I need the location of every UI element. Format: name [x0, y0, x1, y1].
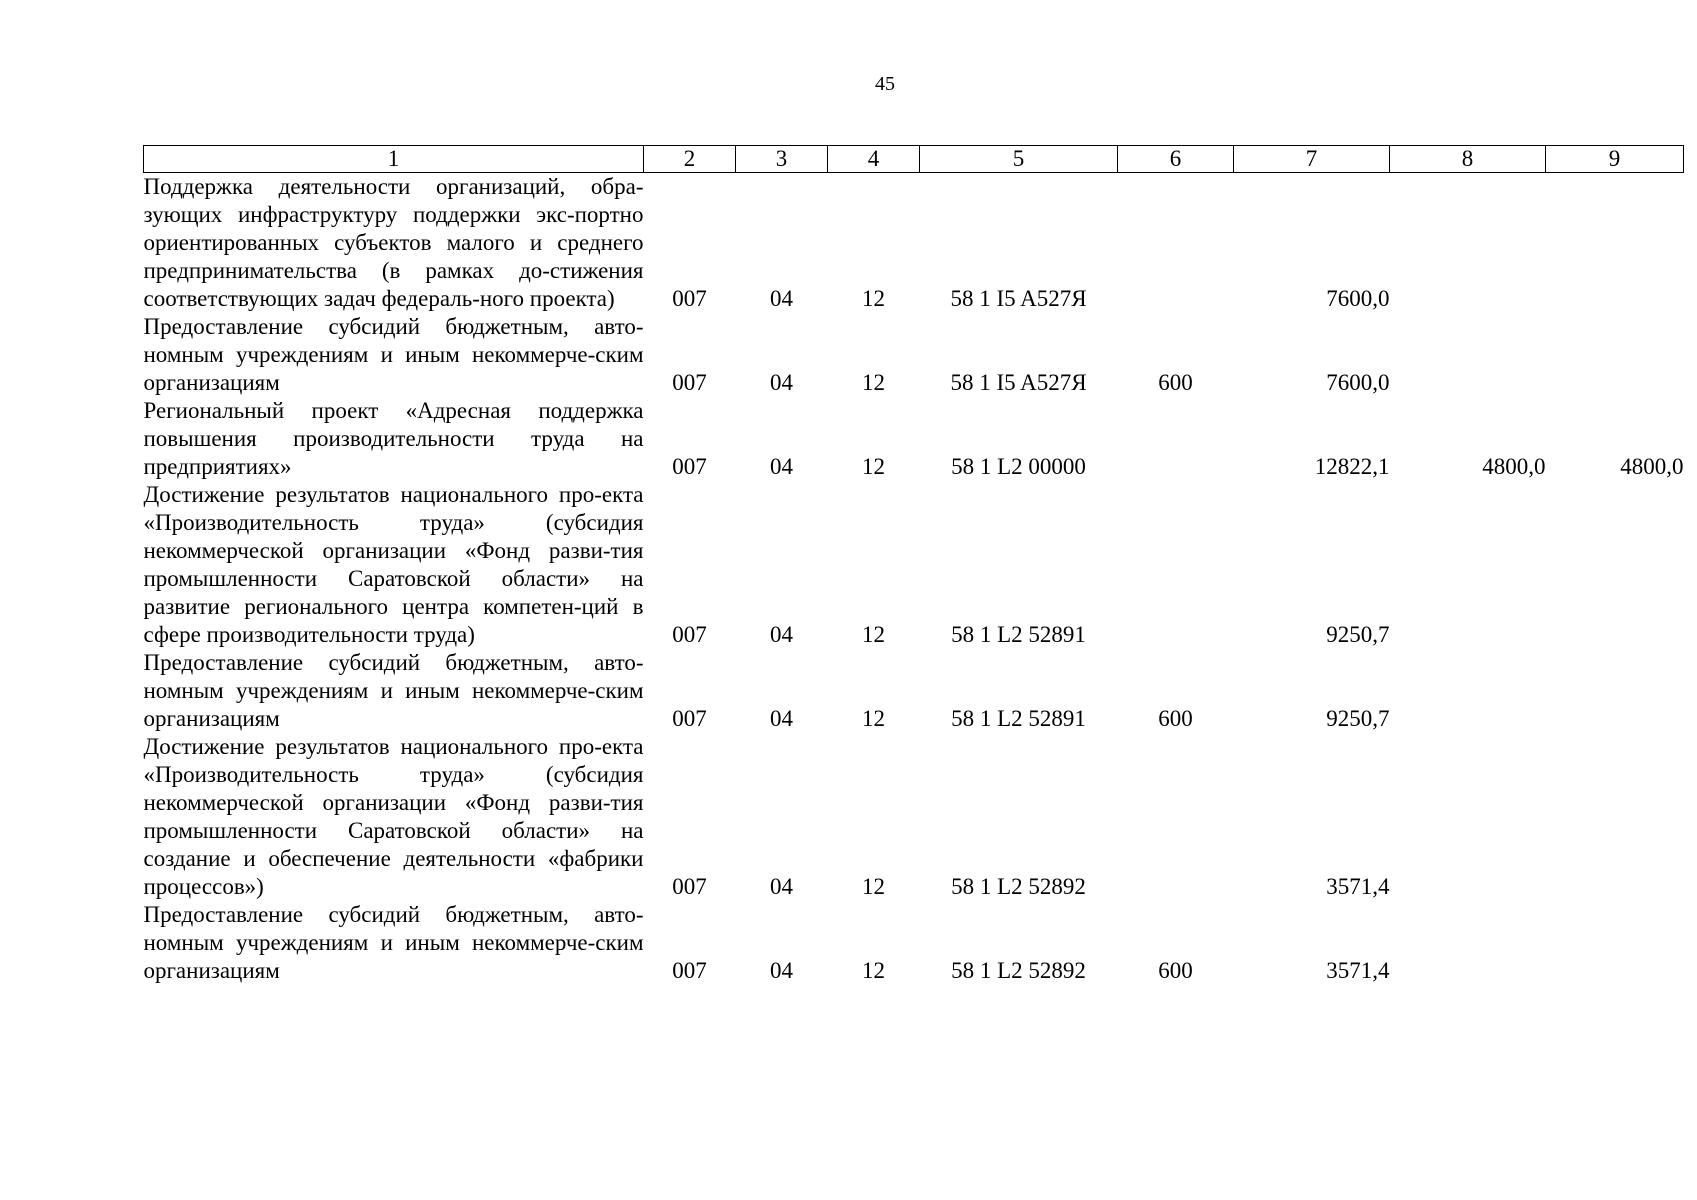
- subsection-code: 12: [862, 874, 885, 899]
- subsection-code: 12: [862, 286, 885, 311]
- column-header: 7: [1234, 146, 1390, 173]
- section-code: 04: [770, 454, 793, 479]
- amount-col8: [1390, 733, 1546, 901]
- ministry-code: 007: [672, 706, 707, 731]
- subsection-code: 12: [862, 706, 885, 731]
- section-code: 04: [770, 958, 793, 983]
- expense-type-code: [1118, 481, 1234, 649]
- row-name: Предоставление субсидий бюджетным, авто-номным учреждениям и иным некоммерче-ским организациям: [143, 902, 644, 983]
- ministry-code: 007: [672, 874, 707, 899]
- column-header: 4: [828, 146, 920, 173]
- row-name: Достижение результатов национального про-екта «Производительность труда» (субсидия некоммерческой организации «Фонд разви-тия промышленности Саратовской области» на развитие регионального центра компетен-ций в сфере производительности труда): [143, 482, 644, 647]
- section-code: 04: [770, 706, 793, 731]
- table-row: [144, 901, 1684, 985]
- amount-col7: 7600,0: [1326, 370, 1390, 395]
- amount-col9: [1546, 901, 1684, 985]
- amount-col8: 4800,0: [1482, 454, 1546, 479]
- amount-col8: [1390, 649, 1546, 733]
- column-header: 5: [920, 146, 1118, 173]
- target-article-code: 58 1 L2 52892: [951, 958, 1086, 983]
- column-header: 1: [144, 146, 644, 173]
- target-article-code: 58 1 I5 A527Я: [950, 370, 1087, 395]
- amount-col8: [1390, 481, 1546, 649]
- table-row: [144, 733, 1684, 901]
- row-name: Предоставление субсидий бюджетным, авто-номным учреждениям и иным некоммерче-ским организациям: [143, 650, 644, 731]
- column-header: 8: [1390, 146, 1546, 173]
- section-code: 04: [770, 874, 793, 899]
- target-article-code: 58 1 I5 A527Я: [950, 286, 1087, 311]
- target-article-code: 58 1 L2 00000: [951, 454, 1086, 479]
- section-code: 04: [770, 370, 793, 395]
- table-row: [144, 397, 1684, 481]
- expense-type-code: [1118, 397, 1234, 481]
- amount-col7: 3571,4: [1326, 958, 1390, 983]
- amount-col7: 9250,7: [1326, 622, 1390, 647]
- expense-type-code: 600: [1158, 370, 1193, 395]
- amount-col9: [1546, 313, 1684, 397]
- table-row: [144, 173, 1684, 314]
- table-row: [144, 649, 1684, 733]
- target-article-code: 58 1 L2 52891: [951, 622, 1086, 647]
- ministry-code: 007: [672, 622, 707, 647]
- expense-type-code: 600: [1158, 706, 1193, 731]
- target-article-code: 58 1 L2 52891: [951, 706, 1086, 731]
- expense-type-code: 600: [1158, 958, 1193, 983]
- target-article-code: 58 1 L2 52892: [951, 874, 1086, 899]
- amount-col7: 3571,4: [1326, 874, 1390, 899]
- column-header: 6: [1118, 146, 1234, 173]
- row-name: Достижение результатов национального про-екта «Производительность труда» (субсидия некоммерческой организации «Фонд разви-тия промышленности Саратовской области» на создание и обеспечение деятельности «фабрики процессов»): [143, 734, 644, 899]
- page-number: 45: [875, 73, 895, 95]
- column-header: 9: [1546, 146, 1684, 173]
- amount-col7: 9250,7: [1326, 706, 1390, 731]
- amount-col8: [1390, 313, 1546, 397]
- ministry-code: 007: [672, 454, 707, 479]
- amount-col8: [1390, 173, 1546, 314]
- column-header: 2: [644, 146, 736, 173]
- subsection-code: 12: [862, 370, 885, 395]
- amount-col8: [1390, 901, 1546, 985]
- subsection-code: 12: [862, 454, 885, 479]
- amount-col9: [1546, 649, 1684, 733]
- row-name: Поддержка деятельности организаций, обра-зующих инфраструктуру поддержки экс-портно ориентированных субъектов малого и среднего предпринимательства (в рамках до-стижения соответствующих задач федераль-ного проекта): [143, 174, 644, 311]
- amount-col9: [1546, 173, 1684, 314]
- table-header-row: [144, 146, 1684, 173]
- amount-col9: [1546, 481, 1684, 649]
- subsection-code: 12: [862, 622, 885, 647]
- budget-table: [143, 145, 1684, 985]
- ministry-code: 007: [672, 370, 707, 395]
- row-name: Региональный проект «Адресная поддержка повышения производительности труда на предприятиях»: [143, 398, 644, 479]
- ministry-code: 007: [672, 958, 707, 983]
- column-header: 3: [736, 146, 828, 173]
- amount-col7: 7600,0: [1326, 286, 1390, 311]
- table-row: [144, 481, 1684, 649]
- amount-col9: [1546, 733, 1684, 901]
- section-code: 04: [770, 286, 793, 311]
- amount-col7: 12822,1: [1314, 454, 1390, 479]
- row-name: Предоставление субсидий бюджетным, авто-номным учреждениям и иным некоммерче-ским организациям: [143, 314, 644, 395]
- table-row: [144, 313, 1684, 397]
- ministry-code: 007: [672, 286, 707, 311]
- subsection-code: 12: [862, 958, 885, 983]
- section-code: 04: [770, 622, 793, 647]
- expense-type-code: [1118, 173, 1234, 314]
- amount-col9: 4800,0: [1620, 454, 1684, 479]
- expense-type-code: [1118, 733, 1234, 901]
